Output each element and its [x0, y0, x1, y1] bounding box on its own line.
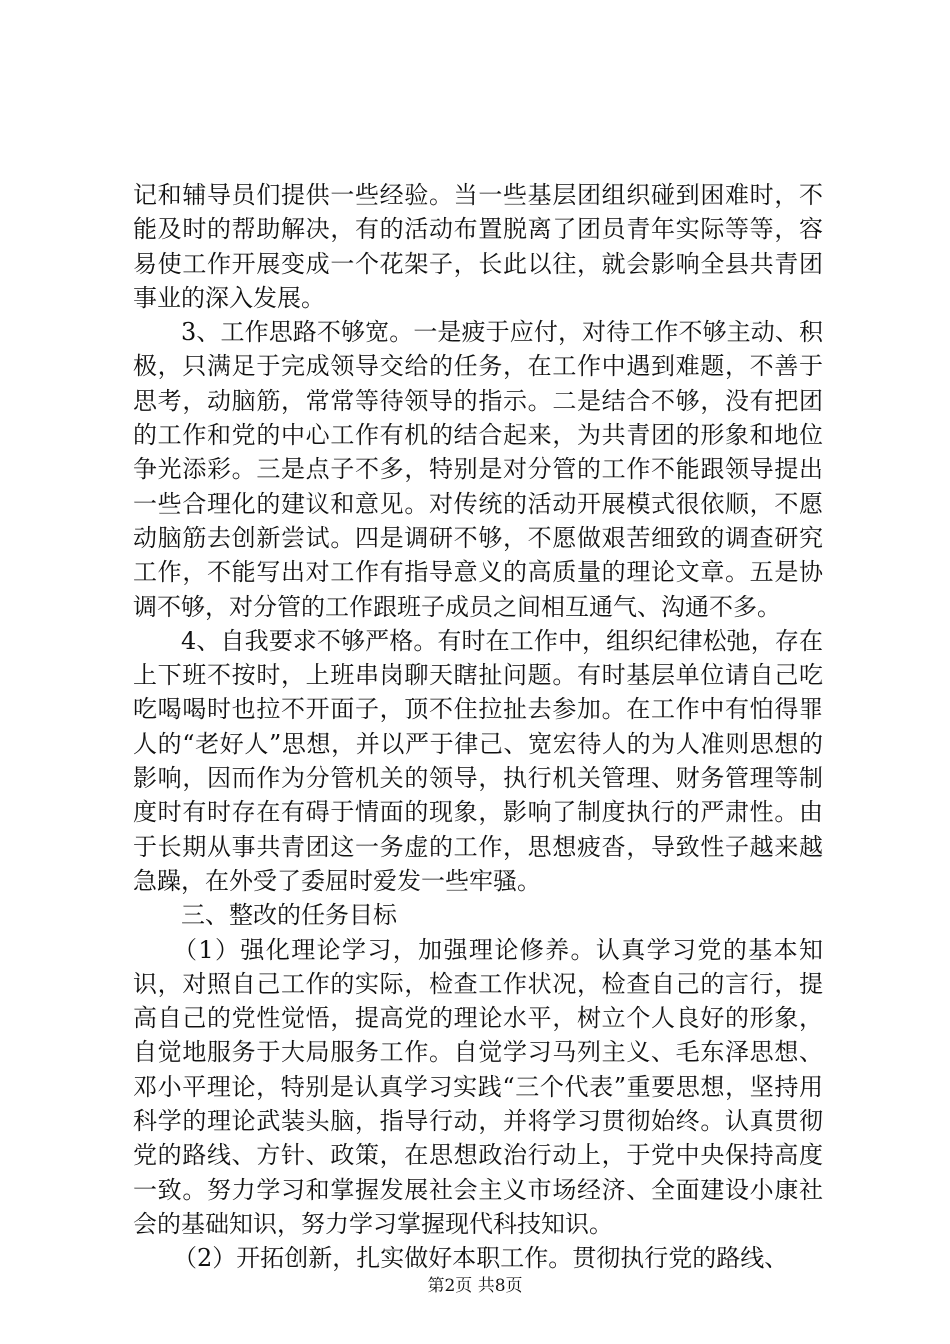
- paragraph-item-4: 4、自我要求不够严格。有时在工作中，组织纪律松弛，存在上下班不按时，上班串岗聊天瞎扯问题。有时基层单位请自己吃吃喝喝时也拉不开面子，顶不住拉扯去参加。在工作中有怕得罪人的“老好人”思想，并以严于律己、宽宏待人的为人准则思想的影响，因而作为分管机关的领导，执行机关管理、财务管理等制度时有时存在有碍于情面的现象，影响了制度执行的严肃性。由于长期从事共青团这一务虚的工作，思想疲沓，导致性子越来越急躁，在外受了委屈时爱发一些牢骚。: [133, 626, 823, 895]
- section-heading: 三、整改的任务目标: [181, 901, 397, 930]
- paragraph-target-1: （1）强化理论学习，加强理论修养。认真学习党的基本知识，对照自己工作的实际，检查工作状况，检查自己的言行，提高自己的党性觉悟，提高党的理论水平，树立个人良好的形象，自觉地服务于大局服务工作。自觉学习马列主义、毛东泽思想、邓小平理论，特别是认真学习实践“三个代表”重要思想，坚持用科学的理论武装头脑，指导行动，并将学习贯彻始终。认真贯彻党的路线、方针、政策，在思想政治行动上，于党中央保持高度一致。努力学习和掌握发展社会主义市场经济、全面建设小康社会的基础知识，努力学习掌握现代科技知识。: [133, 935, 823, 1238]
- paragraph-target-2: （2）开拓创新，扎实做好本职工作。贯彻执行党的路线、: [173, 1244, 789, 1273]
- document-body: [133, 178, 823, 1276]
- paragraph-item-3: 3、工作思路不够宽。一是疲于应付，对待工作不够主动、积极，只满足于完成领导交给的任务，在工作中遇到难题，不善于思考，动脑筋，常常等待领导的指示。二是结合不够，没有把团的工作和党的中心工作有机的结合起来，为共青团的形象和地位争光添彩。三是点子不多，特别是对分管的工作不能跟领导提出一些合理化的建议和意见。对传统的活动开展模式很依顺，不愿动脑筋去创新尝试。四是调研不够，不愿做艰苦细致的调查研究工作，不能写出对工作有指导意义的高质量的理论文章。五是协调不够，对分管的工作跟班子成员之间相互通气、沟通不多。: [133, 318, 823, 621]
- paragraph-continuation: 记和辅导员们提供一些经验。当一些基层团组织碰到困难时，不能及时的帮助解决，有的活动布置脱离了团员青年实际等等，容易使工作开展变成一个花架子，长此以往，就会影响全县共青团事业的深入发展。: [133, 181, 823, 312]
- page-number-footer: 第2页 共8页: [427, 1276, 523, 1296]
